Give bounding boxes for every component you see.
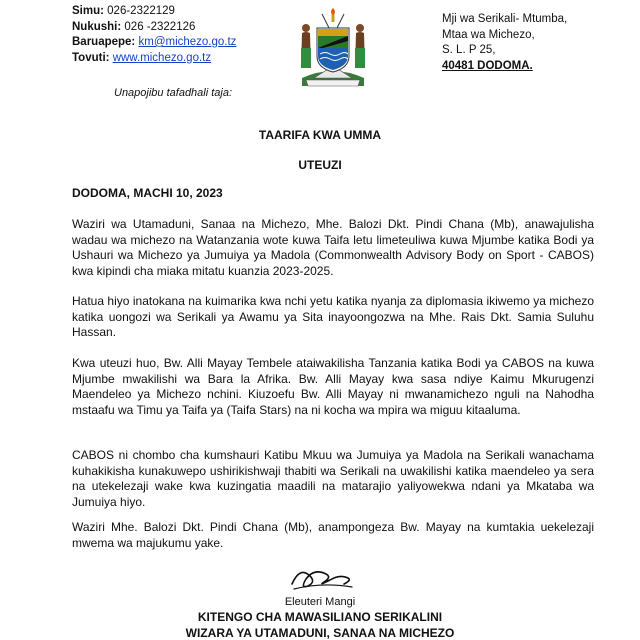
paragraph-3: Kwa uteuzi huo, Bw. Alli Mayay Tembele ataiwakilisha Tanzania katika Bodi ya CABOS na kuwa Mjumbe mwakilishi wa Bara la Afrika. Bw. Alli Mayay kwa sasa ndiye Kaimu Mkurugenzi Maendeleo ya Michezo nchini. Kiuzoefu Bw. Alli Mayay ni mwanamichezo nguli na Nahodha mstaafu wa Timu ya Taifa ya (Taifa Stars) na ni kocha wa mpira wa miguu kitaaluma.: [72, 356, 594, 417]
paragraph-1: Waziri wa Utamaduni, Sanaa na Michezo, Mhe. Balozi Dkt. Pindi Chana (Mb), anawajulisha wadau wa michezo na Watanzania wote kuwa Taifa letu limeteuliwa kuwa Mjumbe katika Bodi ya Ushauri wa Michezo ya Jumuiya ya Madola (Commonwealth Advisory Body on Sport - CABOS) kwa kipindi cha miaka mitatu kuanzia 2023-2025.: [72, 217, 594, 278]
email-label: Baruapepe:: [72, 36, 136, 48]
phone-label: Simu:: [72, 5, 104, 17]
paragraph-2: Hatua hiyo inatokana na kuimarika kwa nchi yetu katika nyanja za diplomasia ikiwemo ya michezo katika uongozi wa Serikali ya Awamu ya Sita inayoongozwa na Mhe. Rais Dkt. Samia Suluhu Hassan.: [72, 294, 594, 340]
paragraph-4: CABOS ni chombo cha kumshauri Katibu Mkuu wa Jumuiya ya Madola na Serikali wanachama kuhakikisha kunakuwepo ushirikishwaji thabiti wa Serikali na uwakilishi katika maendeleo ya sera na utekelezaji wake kwa kuzingatia maadili na matarajio yaliyowekwa ndani ya Mkataba wa Jumuiya hiyo.: [72, 448, 594, 509]
address-line-1: Mji wa Serikali- Mtumba,: [442, 13, 568, 25]
fax-value: 026 -2322126: [124, 20, 196, 33]
website-link[interactable]: www.michezo.go.tz: [112, 51, 212, 64]
fax-row: [72, 20, 236, 36]
paragraph-5: Waziri Mhe. Balozi Dkt. Pindi Chana (Mb), anampongeza Bw. Mayay na kumtakia uekelezaji mwema wa majukumu yake.: [72, 520, 594, 550]
phone-value: 026-2322129: [107, 5, 175, 17]
contact-block: [72, 4, 236, 66]
address-line-3: S. L. P 25,: [442, 44, 496, 56]
address-line-2: Mtaa wa Michezo,: [442, 28, 535, 41]
email-row: [72, 35, 236, 51]
document-subtitle: UTEUZI: [298, 158, 342, 172]
phone-row: [72, 4, 236, 20]
dateline: DODOMA, MACHI 10, 2023: [72, 186, 223, 200]
signer-name: Eleuteri Mangi: [284, 596, 356, 608]
website-label: Tovuti:: [72, 51, 110, 64]
document-title: TAARIFA KWA UMMA: [258, 128, 382, 142]
postal-address: [442, 12, 567, 74]
website-row: [72, 51, 236, 67]
office-line-2: WIZARA YA UTAMADUNI, SANAA NA MICHEZO: [185, 626, 455, 640]
reply-reference-note: Unapojibu tafadhali taja:: [114, 87, 233, 99]
fax-label: Nukushi:: [72, 20, 122, 33]
email-link[interactable]: km@michezo.go.tz: [138, 36, 237, 48]
address-city: 40481 DODOMA.: [442, 59, 533, 72]
handwritten-signature: [286, 562, 358, 594]
office-line-1: KITENGO CHA MAWASILIANO SERIKALINI: [197, 610, 443, 624]
coat-of-arms-icon: [292, 8, 374, 90]
